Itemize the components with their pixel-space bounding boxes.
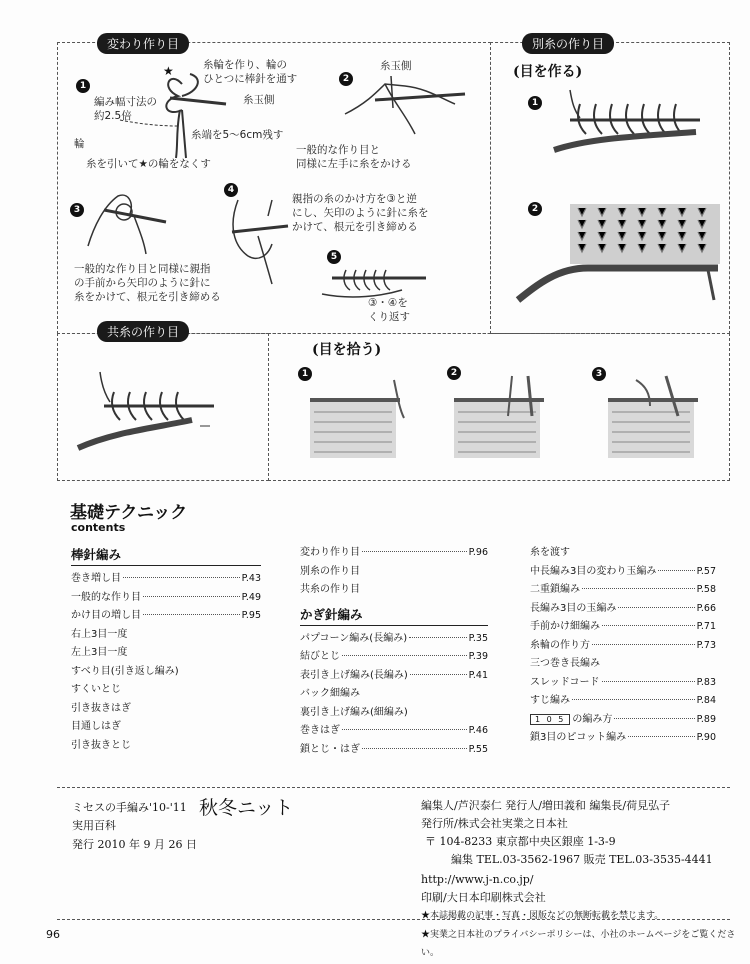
star-marker: ★ [163, 64, 174, 78]
toc-entry-page: P.96 [468, 547, 488, 558]
colophon-series: ミセスの手編み'10-'11 [72, 801, 187, 814]
step-number-1: 1 [76, 79, 90, 93]
colophon-phones: 編集 TEL.03-3562-1967 販売 TEL.03-3535-4441 [451, 853, 713, 866]
toc-subheading: contents [71, 521, 126, 534]
toc-entry-title: パプコーン編み(長編み) [300, 632, 408, 644]
toc-entry[interactable] [71, 588, 261, 607]
toc-entry-page: P.55 [468, 743, 488, 755]
colophon-date: 発行 2010 年 9 月 26 日 [72, 838, 197, 851]
note-yarn-ball-side-1: 糸玉側 [243, 94, 275, 106]
step-number-2: 2 [339, 72, 353, 86]
toc-entry-page: P.84 [696, 695, 716, 706]
toc-entry-title: すくいとじ [71, 684, 121, 695]
toc-entry[interactable] [530, 543, 716, 562]
note-step5-line1: ③・④を [368, 297, 408, 309]
step-number-betsu-1: 1 [528, 96, 542, 110]
note-step5 [368, 296, 410, 324]
toc-entry-leader [618, 607, 694, 608]
toc-entry-title: 手前かけ細編み [530, 621, 600, 632]
section-title-kawari: 変わり作り目 [97, 33, 189, 54]
note-step2-line1: 一般的な作り目と [296, 144, 380, 156]
illustration-waste-yarn-cast-on [550, 90, 710, 160]
note-loop-line1: 糸輪を作り、輪の [203, 59, 287, 71]
toc-entry[interactable] [71, 736, 261, 755]
illustration-yarn-loop [120, 70, 240, 160]
illustration-knitted-fabric [518, 204, 728, 306]
toc-entry-title: 糸輪の作り方 [530, 639, 590, 651]
toc-entry-leader [123, 577, 240, 578]
toc-entry-page: P.89 [696, 713, 716, 725]
subtitle-make-stitches: (目を作る) [513, 64, 583, 80]
toc-entry[interactable] [530, 673, 716, 692]
toc-entry-leader [410, 674, 467, 675]
toc-entry[interactable] [530, 562, 716, 581]
toc-entry[interactable] [71, 680, 261, 699]
toc-entry-page: P.73 [696, 639, 716, 651]
note-tail-length: 糸端を5〜6cm残す [191, 129, 284, 141]
toc-entry[interactable] [300, 740, 488, 759]
toc-entry-title: の編み方 [572, 713, 613, 725]
note-yarn-ball-side-2: 糸玉側 [380, 60, 412, 72]
colophon-printer: 印刷/大日本印刷株式会社 [421, 891, 546, 904]
toc-entry[interactable] [300, 543, 488, 562]
toc-entry[interactable] [300, 666, 488, 685]
toc-entry-leader [614, 718, 694, 719]
toc-column-crochet-cont [530, 543, 716, 747]
step-number-4: 4 [224, 183, 238, 197]
toc-entry-title: バック細編み [300, 688, 360, 699]
page-number: 96 [46, 928, 60, 941]
note-step4 [292, 192, 429, 234]
toc-entry-title: 結びとじ [300, 651, 340, 662]
toc-entry-title: すじ編み [530, 695, 570, 706]
illustration-same-yarn-cast-on [74, 372, 224, 452]
note-step3-line1: 一般的な作り目と同様に親指 [74, 263, 211, 275]
toc-entry-title: 巻きはぎ [300, 725, 340, 736]
illustration-left-hand-2 [345, 74, 475, 144]
toc-entry-title: 二重鎖編み [530, 584, 580, 595]
step-number-hirou-3: 3 [592, 367, 606, 381]
illustration-hand-3 [84, 186, 174, 256]
toc-entry-leader [409, 637, 467, 638]
toc-entry-title: 共糸の作り目 [300, 584, 360, 595]
colophon-notice-1: ★本誌掲載の記事・写真・図版などの無断転載を禁じます。 [421, 911, 664, 921]
toc-entry-title: 別糸の作り目 [300, 565, 360, 577]
note-step2 [296, 143, 412, 171]
note-step5-line2: くり返す [368, 311, 410, 323]
toc-entry[interactable] [71, 625, 261, 644]
toc-entry-leader [592, 644, 695, 645]
toc-entry-page: P.41 [468, 669, 488, 681]
section-title-betsuito: 別糸の作り目 [522, 33, 614, 54]
toc-entry-leader [572, 699, 695, 700]
toc-entry-title: 巻き増し目 [71, 573, 121, 584]
colophon-address: 〒 104-8233 東京都中央区銀座 1-3-9 [425, 835, 616, 848]
note-step4-line2: にし、矢印のように針に糸を [292, 207, 429, 219]
toc-entry[interactable] [530, 728, 716, 747]
toc-entry-page: P.66 [696, 602, 716, 614]
toc-entry-title: 表引き上げ編み(長編み) [300, 669, 408, 681]
toc-entry-page: P.95 [241, 610, 261, 621]
note-ring: 輪 [74, 138, 85, 150]
section-title-tomoito: 共糸の作り目 [97, 321, 189, 342]
toc-entry-title: 一般的な作り目 [71, 591, 141, 603]
toc-entry-title: 右上3目一度 [71, 628, 128, 640]
step-number-5: 5 [327, 250, 341, 264]
toc-entry-title: 鎖とじ・はぎ [300, 743, 360, 755]
toc-entry[interactable] [530, 599, 716, 618]
note-step2-line2: 同様に左手に糸をかける [296, 158, 412, 170]
step-number-3: 3 [70, 203, 84, 217]
toc-entry[interactable] [71, 606, 261, 625]
toc-entry[interactable] [300, 629, 488, 648]
toc-entry-leader [362, 748, 467, 749]
toc-entry-leader [658, 570, 694, 571]
note-step4-line1: 親指の糸のかけ方を③と逆 [292, 193, 417, 205]
toc-entry[interactable] [71, 569, 261, 588]
toc-category-crochet: かぎ針編み [300, 606, 363, 622]
toc-column-knitting-cont [300, 543, 488, 758]
toc-entry-leader [628, 736, 694, 737]
colophon-url[interactable]: http://www.j-n.co.jp/ [421, 873, 534, 886]
toc-entry-leader [342, 655, 467, 656]
note-width-line1: 編み幅寸法の [94, 96, 157, 108]
toc-entry-page: P.39 [468, 651, 488, 662]
toc-entry-title: 左上3目一度 [71, 647, 128, 658]
toc-entry-title: すべり目(引き返し編み) [71, 665, 179, 677]
toc-entry[interactable] [530, 654, 716, 673]
toc-entry[interactable] [530, 617, 716, 636]
toc-entry-title: 引き抜きとじ [71, 739, 131, 751]
toc-entry[interactable] [300, 684, 488, 703]
illustration-pickup-3 [606, 376, 706, 460]
toc-entry-page: P.57 [696, 565, 716, 577]
toc-entry[interactable] [530, 636, 716, 655]
toc-entry-title: 変わり作り目 [300, 547, 360, 558]
toc-entry[interactable] [530, 580, 716, 599]
toc-entry[interactable] [530, 710, 716, 729]
toc-category-knitting: 棒針編み [71, 547, 122, 562]
toc-entry-title: スレッドコード [530, 676, 600, 688]
toc-entry-leader [143, 596, 240, 597]
note-pull-yarn: 糸を引いて★の輪をなくす [86, 158, 211, 170]
colophon-right [421, 797, 750, 962]
toc-entry-title: かけ目の増し目 [71, 610, 141, 621]
toc-entry-title: 裏引き上げ編み(細編み) [300, 706, 408, 718]
toc-entry[interactable] [530, 691, 716, 710]
note-step3-line3: 糸をかけて、根元を引き締める [74, 291, 221, 303]
colophon-book-title: 秋冬ニット [199, 797, 294, 819]
toc-entry-symbol-box: 1 0 5 [530, 714, 570, 725]
note-step3 [74, 262, 221, 304]
step-number-hirou-1: 1 [298, 367, 312, 381]
toc-entry-title: 長編み3目の玉編み [530, 602, 617, 614]
toc-heading: 基礎テクニック [70, 503, 188, 523]
toc-entry-page: P.58 [696, 584, 716, 595]
toc-entry[interactable] [300, 647, 488, 666]
toc-entry-title: 三つ巻き長編み [530, 658, 600, 669]
toc-entry-title: 引き抜きはぎ [71, 702, 131, 714]
toc-column-knitting [71, 543, 261, 754]
illustration-hand-4 [228, 196, 298, 286]
toc-entry[interactable] [300, 580, 488, 599]
toc-entry-title: 糸を渡す [530, 547, 570, 558]
toc-entry-page: P.71 [696, 621, 716, 632]
toc-entry-leader [143, 614, 240, 615]
step-number-betsu-2: 2 [528, 202, 542, 216]
toc-entry-page: P.83 [696, 676, 716, 688]
illustration-pickup-2 [452, 376, 552, 460]
toc-entry-leader [602, 681, 695, 682]
toc-entry-leader [582, 588, 695, 589]
toc-entry-leader [342, 729, 467, 730]
toc-entry[interactable] [71, 643, 261, 662]
toc-entry[interactable] [71, 699, 261, 718]
step-number-hirou-2: 2 [447, 366, 461, 380]
toc-entry-page: P.49 [241, 591, 261, 603]
toc-entry-page: P.43 [241, 573, 261, 584]
toc-entry[interactable] [300, 562, 488, 581]
note-step3-line2: の手前から矢印のように針に [74, 277, 211, 289]
toc-entry[interactable] [71, 717, 261, 736]
toc-entry-title: 目通しはぎ [71, 721, 121, 732]
toc-entry-title: 中長編み3目の変わり玉編み [530, 565, 657, 577]
subtitle-pick-up-stitches: (目を拾う) [312, 342, 382, 358]
toc-entry-page: P.35 [468, 632, 488, 644]
colophon-subtitle: 実用百科 [72, 819, 116, 832]
toc-entry-leader [362, 551, 467, 552]
colophon-editors: 編集人/芦沢泰仁 発行人/増田義和 編集長/荷見弘子 [421, 799, 671, 812]
toc-entry[interactable] [300, 703, 488, 722]
toc-entry[interactable] [71, 662, 261, 681]
toc-entry-title: 鎖3目のピコット編み [530, 732, 627, 743]
colophon-publisher: 発行所/株式会社実業之日本社 [421, 817, 568, 830]
toc-entry-leader [602, 625, 695, 626]
note-loop-line2: ひとつに棒針を通す [203, 73, 298, 85]
note-step4-line3: かけて、根元を引き締める [292, 221, 418, 233]
illustration-pickup-1 [308, 380, 408, 460]
toc-entry[interactable] [300, 721, 488, 740]
note-width-line2: 約2.5倍 [94, 110, 132, 122]
toc-entry-page: P.90 [696, 732, 716, 743]
colophon-notice-2: ★実業之日本社のプライバシーポリシーは、小社のホームページをご覧ください。 [421, 930, 736, 958]
toc-entry-page: P.46 [468, 725, 488, 736]
